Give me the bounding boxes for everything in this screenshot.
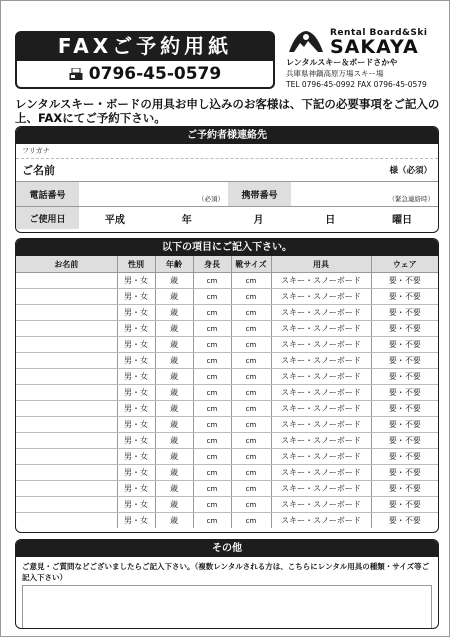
height-cell[interactable]: cm [193,465,231,481]
gear-cell[interactable]: スキー・スノーボード [271,449,371,465]
gender-cell[interactable]: 男・女 [117,417,155,433]
gear-cell[interactable]: スキー・スノーボード [271,417,371,433]
age-cell[interactable]: 歳 [155,273,193,289]
gender-cell[interactable]: 男・女 [117,401,155,417]
shoe-size-cell[interactable]: cm [231,353,271,369]
height-cell[interactable]: cm [193,433,231,449]
height-cell[interactable]: cm [193,417,231,433]
comments-field[interactable] [22,585,432,629]
gear-cell[interactable]: スキー・スノーボード [271,481,371,497]
snow-kingdom-logo [286,28,326,56]
shoe-size-cell[interactable]: cm [231,433,271,449]
shop-info [286,27,446,90]
gender-cell[interactable]: 男・女 [117,337,155,353]
name-cell[interactable] [16,353,117,369]
age-cell[interactable]: 歳 [155,321,193,337]
col-gender: 性別 [117,256,155,273]
name-cell[interactable] [16,449,117,465]
shoe-size-cell[interactable]: cm [231,369,271,385]
name-field[interactable] [16,159,438,182]
phone-required: （必須） [198,195,224,203]
gender-cell[interactable]: 男・女 [117,465,155,481]
phone-label: 電話番号 [16,182,79,206]
shoe-size-cell[interactable]: cm [231,497,271,513]
day-label: 日 [325,214,336,226]
contact-section [15,126,439,233]
shoe-size-cell[interactable]: cm [231,385,271,401]
name-cell[interactable] [16,369,117,385]
month-label: 月 [253,214,264,226]
age-cell[interactable]: 歳 [155,433,193,449]
fax-machine-icon [69,68,83,81]
mobile-note: （緊急連絡時） [388,195,434,203]
fax-title-box [15,31,275,89]
name-cell[interactable] [16,465,117,481]
height-cell[interactable]: cm [193,385,231,401]
table-header-row [16,256,438,273]
phone-row [16,182,438,207]
brand-subtitle: Rental Board&Ski [330,28,428,38]
gender-cell[interactable]: 男・女 [117,369,155,385]
table-row [16,305,438,321]
fax-number-box [15,61,275,89]
name-cell[interactable] [16,401,117,417]
mobile-field[interactable] [291,182,438,206]
items-heading: 以下の項目にご記入下さい。 [16,239,438,256]
name-cell[interactable] [16,289,117,305]
name-cell[interactable] [16,481,117,497]
gender-cell[interactable]: 男・女 [117,385,155,401]
height-cell[interactable]: cm [193,321,231,337]
wear-cell[interactable]: 要・不要 [371,401,438,417]
year-label: 年 [181,214,192,226]
height-cell[interactable]: cm [193,449,231,465]
other-heading: その他 [16,540,438,557]
col-name: お名前 [16,256,117,273]
wear-cell[interactable]: 要・不要 [371,497,438,513]
furigana-label: フリガナ [16,144,438,159]
phone-field[interactable] [79,182,228,206]
shoe-size-cell[interactable]: cm [231,321,271,337]
age-cell[interactable]: 歳 [155,401,193,417]
wear-cell[interactable]: 要・不要 [371,321,438,337]
contact-heading: ご予約者様連絡先 [16,127,438,144]
table-row [16,433,438,449]
wear-cell[interactable]: 要・不要 [371,417,438,433]
shoe-size-cell[interactable]: cm [231,465,271,481]
col-height: 身長 [193,256,231,273]
shop-phone-fax: TEL 0796-45-0992 FAX 0796-45-0579 [286,80,427,89]
gender-cell[interactable]: 男・女 [117,513,155,529]
table-row [16,465,438,481]
gear-cell[interactable]: スキー・スノーボード [271,465,371,481]
age-cell[interactable]: 歳 [155,481,193,497]
name-cell[interactable] [16,385,117,401]
name-label: ご名前 [22,164,55,177]
table-row [16,353,438,369]
age-cell[interactable]: 歳 [155,337,193,353]
fax-number: 0796-45-0579 [88,64,222,84]
date-row [16,207,438,229]
gear-cell[interactable]: スキー・スノーボード [271,513,371,529]
shop-logo-row [286,27,446,57]
wear-cell[interactable]: 要・不要 [371,385,438,401]
height-cell[interactable]: cm [193,353,231,369]
shoe-size-cell[interactable]: cm [231,449,271,465]
wear-cell[interactable]: 要・不要 [371,481,438,497]
wear-cell[interactable]: 要・不要 [371,465,438,481]
name-cell[interactable] [16,337,117,353]
name-cell[interactable] [16,305,117,321]
height-cell[interactable]: cm [193,369,231,385]
age-cell[interactable]: 歳 [155,465,193,481]
gear-cell[interactable]: スキー・スノーボード [271,353,371,369]
col-age: 年齢 [155,256,193,273]
gear-cell[interactable]: スキー・スノーボード [271,433,371,449]
gear-cell[interactable]: スキー・スノーボード [271,337,371,353]
gender-cell[interactable]: 男・女 [117,289,155,305]
table-row [16,321,438,337]
shop-name: レンタルスキー＆ボードさかや [286,58,398,67]
name-required: 様（必須） [389,166,432,176]
wear-cell[interactable]: 要・不要 [371,369,438,385]
wear-cell[interactable]: 要・不要 [371,289,438,305]
gender-cell[interactable]: 男・女 [117,353,155,369]
gender-cell[interactable]: 男・女 [117,481,155,497]
name-cell[interactable] [16,513,117,529]
wear-cell[interactable]: 要・不要 [371,433,438,449]
wear-cell[interactable]: 要・不要 [371,449,438,465]
gender-cell[interactable]: 男・女 [117,273,155,289]
wear-cell[interactable]: 要・不要 [371,273,438,289]
other-section [15,539,439,629]
name-cell[interactable] [16,273,117,289]
age-cell[interactable]: 歳 [155,385,193,401]
gender-cell[interactable]: 男・女 [117,497,155,513]
height-cell[interactable]: cm [193,289,231,305]
table-row [16,481,438,497]
mobile-label: 携帯番号 [228,182,291,206]
shoe-size-cell[interactable]: cm [231,289,271,305]
height-cell[interactable]: cm [193,305,231,321]
age-cell[interactable]: 歳 [155,449,193,465]
items-section [15,238,439,533]
table-row [16,513,438,529]
age-cell[interactable]: 歳 [155,497,193,513]
gender-cell[interactable]: 男・女 [117,433,155,449]
table-row [16,289,438,305]
table-row [16,417,438,433]
gear-cell[interactable]: スキー・スノーボード [271,401,371,417]
age-cell[interactable]: 歳 [155,305,193,321]
table-row [16,401,438,417]
table-row [16,449,438,465]
table-row [16,337,438,353]
gear-cell[interactable]: スキー・スノーボード [271,305,371,321]
height-cell[interactable]: cm [193,497,231,513]
name-cell[interactable] [16,433,117,449]
intro-text: レンタルスキー・ボードの用具お申し込みのお客様は、下記の必要事項をご記入の上、FAXにてご予約下さい。 [15,97,440,125]
gender-cell[interactable]: 男・女 [117,449,155,465]
gear-cell[interactable]: スキー・スノーボード [271,369,371,385]
height-cell[interactable]: cm [193,481,231,497]
date-label: ご使用日 [16,207,79,229]
table-row [16,273,438,289]
name-cell[interactable] [16,417,117,433]
weekday-label: 曜日 [392,214,413,226]
rental-items-table [16,256,438,528]
col-gear: 用具 [271,256,371,273]
gear-cell[interactable]: スキー・スノーボード [271,289,371,305]
table-row [16,497,438,513]
wear-cell[interactable]: 要・不要 [371,337,438,353]
name-cell[interactable] [16,321,117,337]
age-cell[interactable]: 歳 [155,353,193,369]
date-field[interactable] [79,207,438,229]
shoe-size-cell[interactable]: cm [231,401,271,417]
table-body [16,273,438,529]
wear-cell[interactable]: 要・不要 [388,516,421,525]
height-cell[interactable]: cm [193,513,231,529]
brand-block [330,28,427,56]
shoe-size-cell[interactable]: cm [231,273,271,289]
shoe-size-cell[interactable]: cm [231,337,271,353]
col-wear: ウェア [371,256,438,273]
height-cell[interactable]: cm [193,401,231,417]
other-note: ご意見・ご質問などございましたらご記入下さい。（複数レンタルされる方は、こちらにレンタル用具の種類・サイズ等ご記入下さい） [22,562,430,582]
age-cell[interactable]: 歳 [155,369,193,385]
gear-cell[interactable]: スキー・スノーボード [271,321,371,337]
shoe-size-cell[interactable]: cm [231,481,271,497]
gender-cell[interactable]: 男・女 [117,305,155,321]
shoe-size-cell[interactable]: cm [231,305,271,321]
era-label: 平成 [104,214,125,226]
table-row [16,369,438,385]
shoe-size-cell[interactable]: cm [231,513,271,529]
gear-cell[interactable]: スキー・スノーボード [271,385,371,401]
wear-cell[interactable]: 要・不要 [371,353,438,369]
height-cell[interactable]: cm [193,273,231,289]
age-cell[interactable]: 歳 [155,289,193,305]
gear-cell[interactable]: スキー・スノーボード [271,497,371,513]
age-cell[interactable]: 歳 [155,513,193,529]
brand-name: SAKAYA [330,36,419,58]
gender-cell[interactable]: 男・女 [117,321,155,337]
height-cell[interactable]: cm [193,337,231,353]
table-row [16,385,438,401]
wear-cell[interactable]: 要・不要 [371,305,438,321]
shoe-size-cell[interactable]: cm [231,417,271,433]
col-shoe-size: 靴サイズ [231,256,271,273]
name-cell[interactable] [16,497,117,513]
age-cell[interactable]: 歳 [155,417,193,433]
gear-cell[interactable]: スキー・スノーボード [271,273,371,289]
form-title: FAXご予約用紙 [15,31,275,61]
shop-address: 兵庫県神鍋高原万場スキー場 [286,69,384,78]
